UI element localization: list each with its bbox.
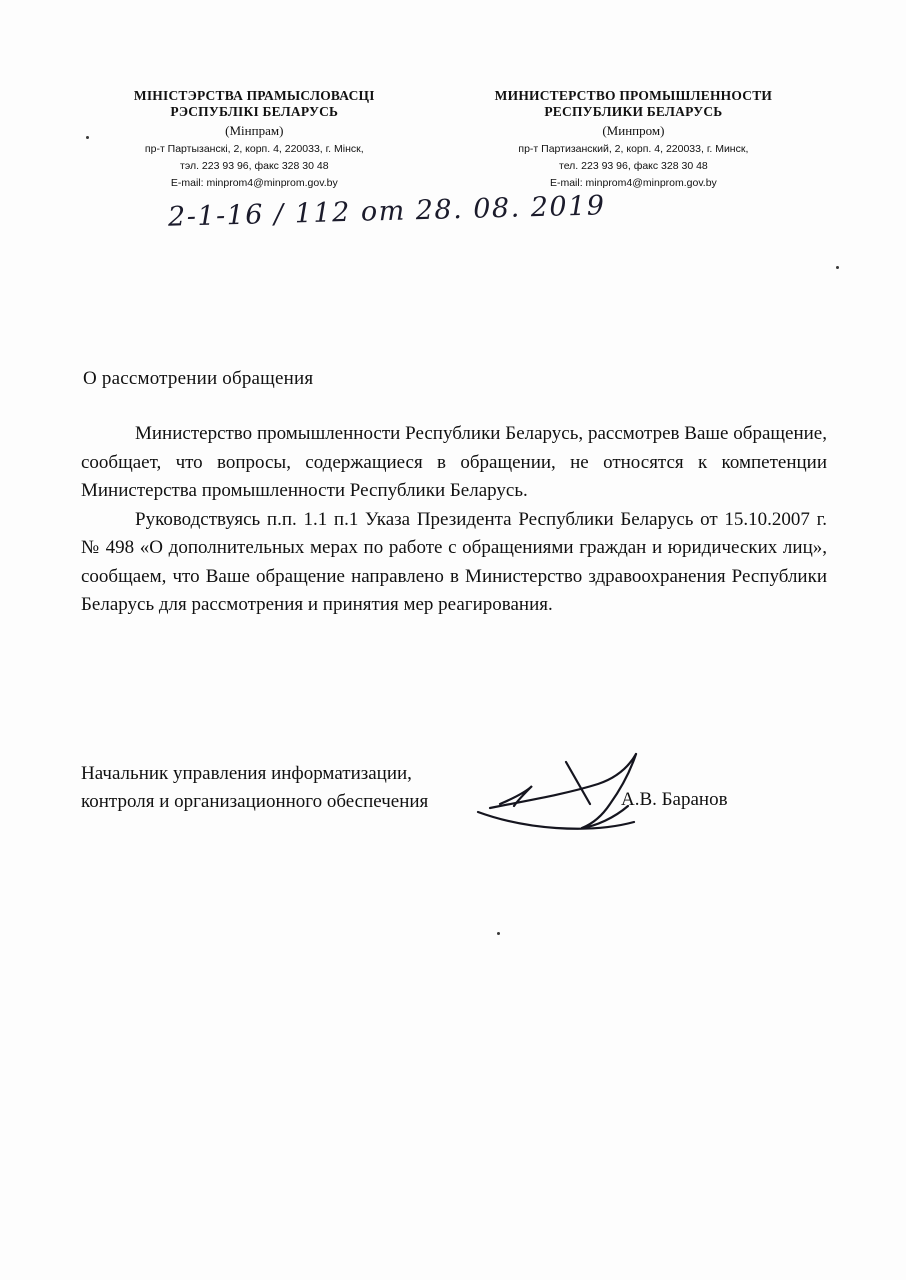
organization-name-be-line2: РЭСПУБЛІКІ БЕЛАРУСЬ bbox=[170, 104, 339, 120]
organization-name-be-line1: МІНІСТЭРСТВА ПРАМЫСЛОВАСЦІ bbox=[133, 88, 375, 103]
letterhead-belarusian bbox=[134, 88, 375, 190]
organization-short-name-ru: (Минпром) bbox=[602, 122, 665, 138]
organization-address-ru: пр-т Партизанский, 2, корп. 4, 220033, г. Минск, bbox=[518, 142, 749, 155]
organization-email-be: E-mail: minprom4@minprom.gov.by bbox=[170, 177, 338, 190]
signatory-position bbox=[81, 760, 428, 815]
organization-email-ru: E-mail: minprom4@minprom.gov.by bbox=[549, 177, 717, 190]
letterhead bbox=[0, 88, 906, 190]
ink-dot bbox=[497, 932, 500, 935]
organization-phone-be: тэл. 223 93 96, факс 328 30 48 bbox=[180, 159, 329, 172]
organization-phone-ru: тел. 223 93 96, факс 328 30 48 bbox=[559, 159, 708, 172]
document-subject: О рассмотрении обращения bbox=[83, 368, 314, 389]
letterhead-russian bbox=[495, 88, 772, 190]
signatory-name: А.В. Баранов bbox=[621, 789, 728, 810]
organization-name-ru-line1: МИНИСТЕРСТВО ПРОМЫШЛЕННОСТИ bbox=[494, 88, 773, 103]
registration-number-handwritten: 2-1-16 / 112 от 28. 08. 2019 bbox=[167, 190, 606, 233]
organization-short-name-be: (Мінпрам) bbox=[225, 122, 284, 138]
body-paragraph: Министерство промышленности Республики Беларусь, рассмотрев Ваше обращение, сообщает, что вопросы, содержащиеся в обращении, не относятся к компетенции Министерства промышленности Республики Беларусь. bbox=[81, 423, 827, 501]
organization-name-ru-line2: РЕСПУБЛИКИ БЕЛАРУСЬ bbox=[544, 104, 723, 120]
signature-block bbox=[81, 760, 841, 815]
signatory-position-line1: Начальник управления информатизации, bbox=[81, 763, 412, 784]
ink-dot bbox=[836, 266, 839, 269]
document-body bbox=[81, 420, 827, 620]
organization-address-be: пр-т Партызанскі, 2, корп. 4, 220033, г. Мінск, bbox=[144, 142, 364, 155]
signatory-position-line2: контроля и организационного обеспечения bbox=[81, 790, 429, 812]
body-paragraph: Руководствуясь п.п. 1.1 п.1 Указа Президента Республики Беларусь от 15.10.2007 г. № 498 «О дополнительных мерах по работе с обращениями граждан и юридических лиц», сообщаем, что Ваше обращение направлено в Министерство здравоохранения Республики Беларусь для рассмотрения и принятия мер реагирования. bbox=[81, 508, 827, 615]
ink-dot bbox=[86, 136, 89, 139]
